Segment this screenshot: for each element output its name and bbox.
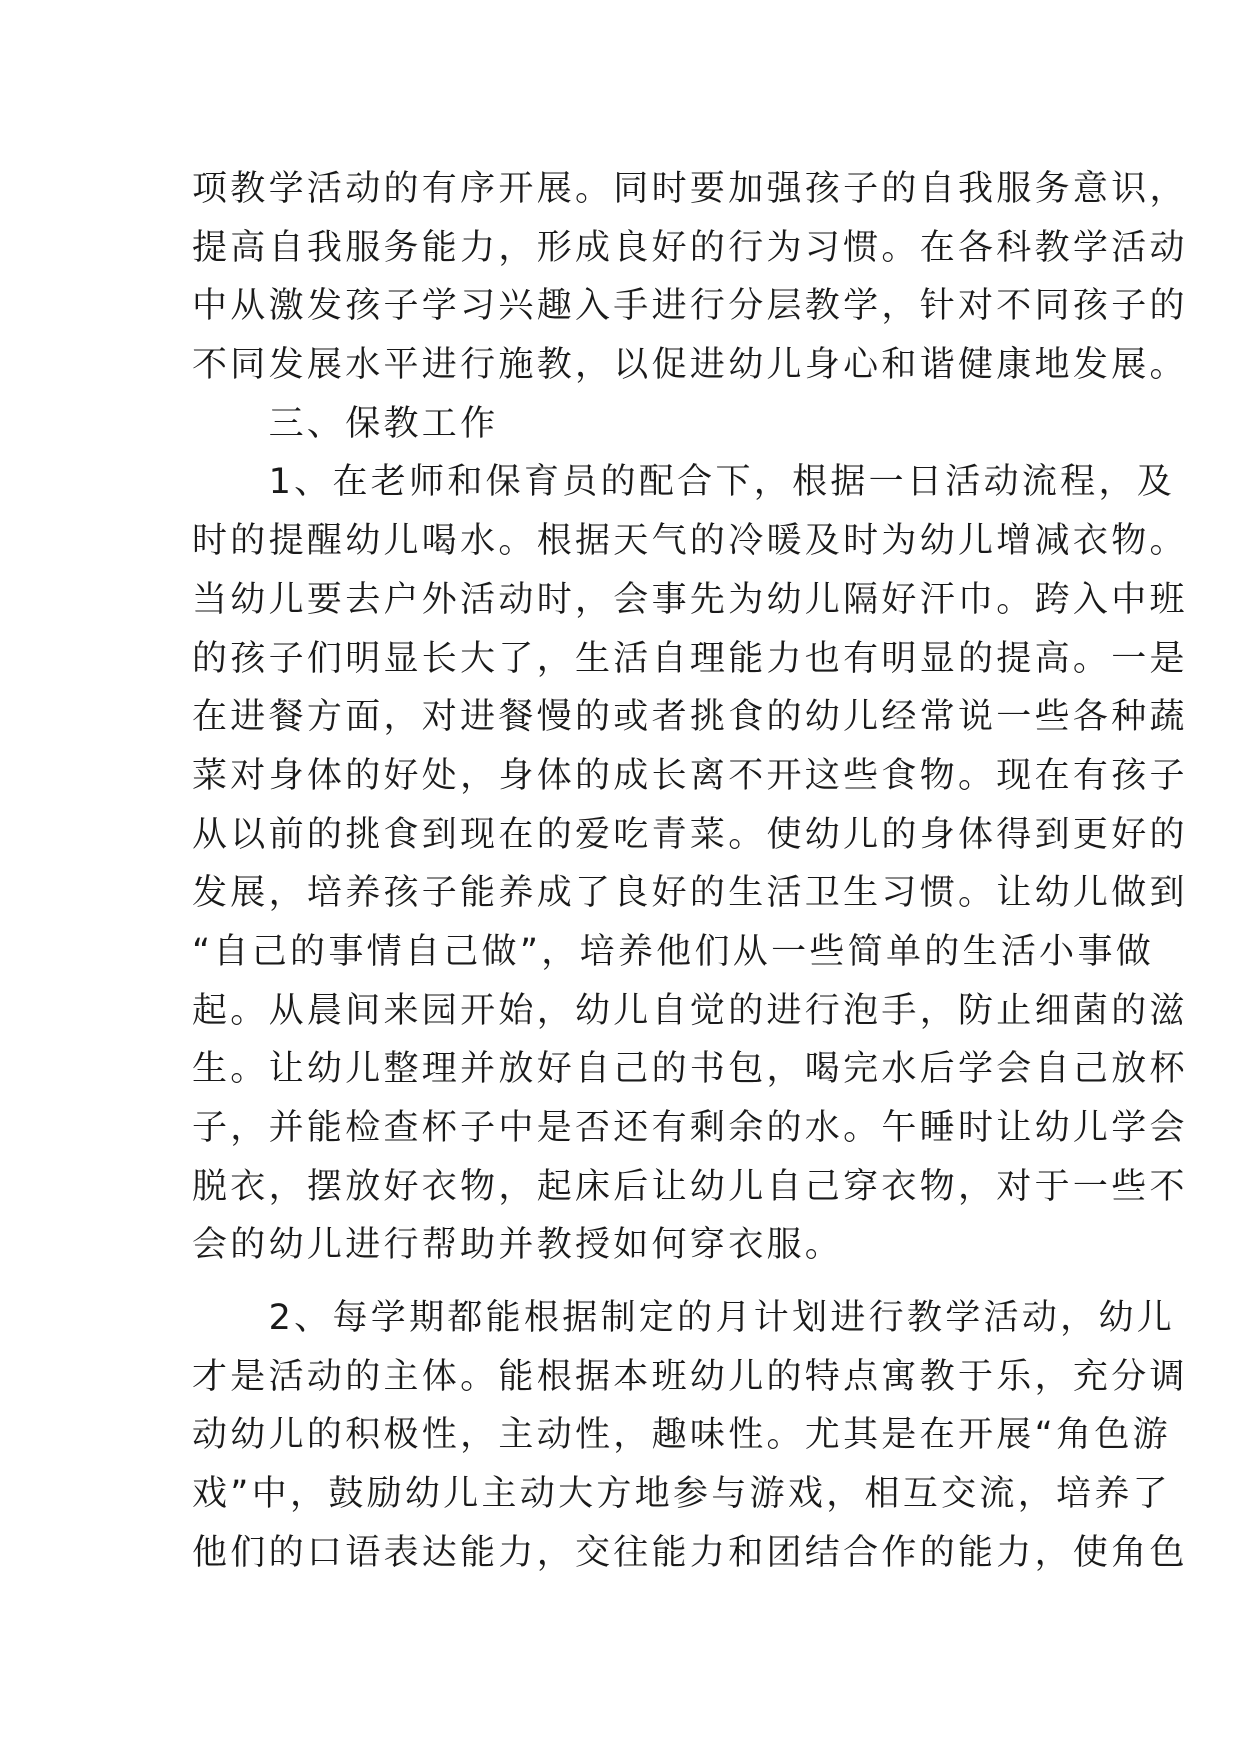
text-line: 时的提醒幼儿喝水。根据天气的冷暖及时为幼儿增减衣物。 xyxy=(192,521,1188,562)
text-line: 脱衣，摆放好衣物，起床后让幼儿自己穿衣物，对于一些不 xyxy=(192,1166,1188,1207)
text-line: 提高自我服务能力，形成良好的行为习惯。在各科教学活动 xyxy=(192,227,1188,268)
section-heading: 三、保教工作 xyxy=(192,403,499,444)
text-line: 起。从晨间来园开始，幼儿自觉的进行泡手，防止细菌的滋 xyxy=(192,990,1188,1031)
text-line: 生。让幼儿整理并放好自己的书包，喝完水后学会自己放杯 xyxy=(192,1049,1188,1090)
body-text xyxy=(192,160,1188,1583)
text-line: 他们的口语表达能力，交往能力和团结合作的能力，使角色 xyxy=(192,1532,1188,1573)
text-line: 项教学活动的有序开展。同时要加强孩子的自我服务意识， xyxy=(192,169,1188,209)
text-line: 子，并能检查杯子中是否还有剩余的水。午睡时让幼儿学会 xyxy=(192,1108,1188,1148)
text-line: 动幼儿的积极性，主动性，趣味性。尤其是在开展“角色游 xyxy=(192,1415,1171,1456)
text-line: 当幼儿要去户外活动时，会事先为幼儿隔好汗巾。跨入中班 xyxy=(192,579,1188,620)
text-line: 1、在老师和保育员的配合下，根据一日活动流程，及 xyxy=(192,462,1176,503)
text-line: 的孩子们明显长大了，生活自理能力也有明显的提高。一是 xyxy=(192,638,1188,679)
text-line: 不同发展水平进行施教，以促进幼儿身心和谐健康地发展。 xyxy=(192,345,1188,386)
text-line: 在进餐方面，对进餐慢的或者挑食的幼儿经常说一些各种蔬 xyxy=(192,697,1188,738)
paragraph-spacing xyxy=(192,1275,1067,1289)
text-line: 2、每学期都能根据制定的月计划进行教学活动，幼儿 xyxy=(192,1298,1176,1339)
text-line: 菜对身体的好处，身体的成长离不开这些食物。现在有孩子 xyxy=(192,755,1188,796)
text-line: 发展，培养孩子能养成了良好的生活卫生习惯。让幼儿做到 xyxy=(192,873,1188,914)
text-line: 会的幼儿进行帮助并教授如何穿衣服。 xyxy=(192,1225,844,1266)
text-line: 从以前的挑食到现在的爱吃青菜。使幼儿的身体得到更好的 xyxy=(192,814,1188,855)
text-line: 戏”中，鼓励幼儿主动大方地参与游戏，相互交流，培养了 xyxy=(192,1474,1171,1515)
text-line: 才是活动的主体。能根据本班幼儿的特点寓教于乐，充分调 xyxy=(192,1356,1188,1397)
text-line: “自己的事情自己做”，培养他们从一些简单的生活小事做 xyxy=(192,931,1155,972)
text-line: 中从激发孩子学习兴趣入手进行分层教学，针对不同孩子的 xyxy=(192,286,1188,327)
